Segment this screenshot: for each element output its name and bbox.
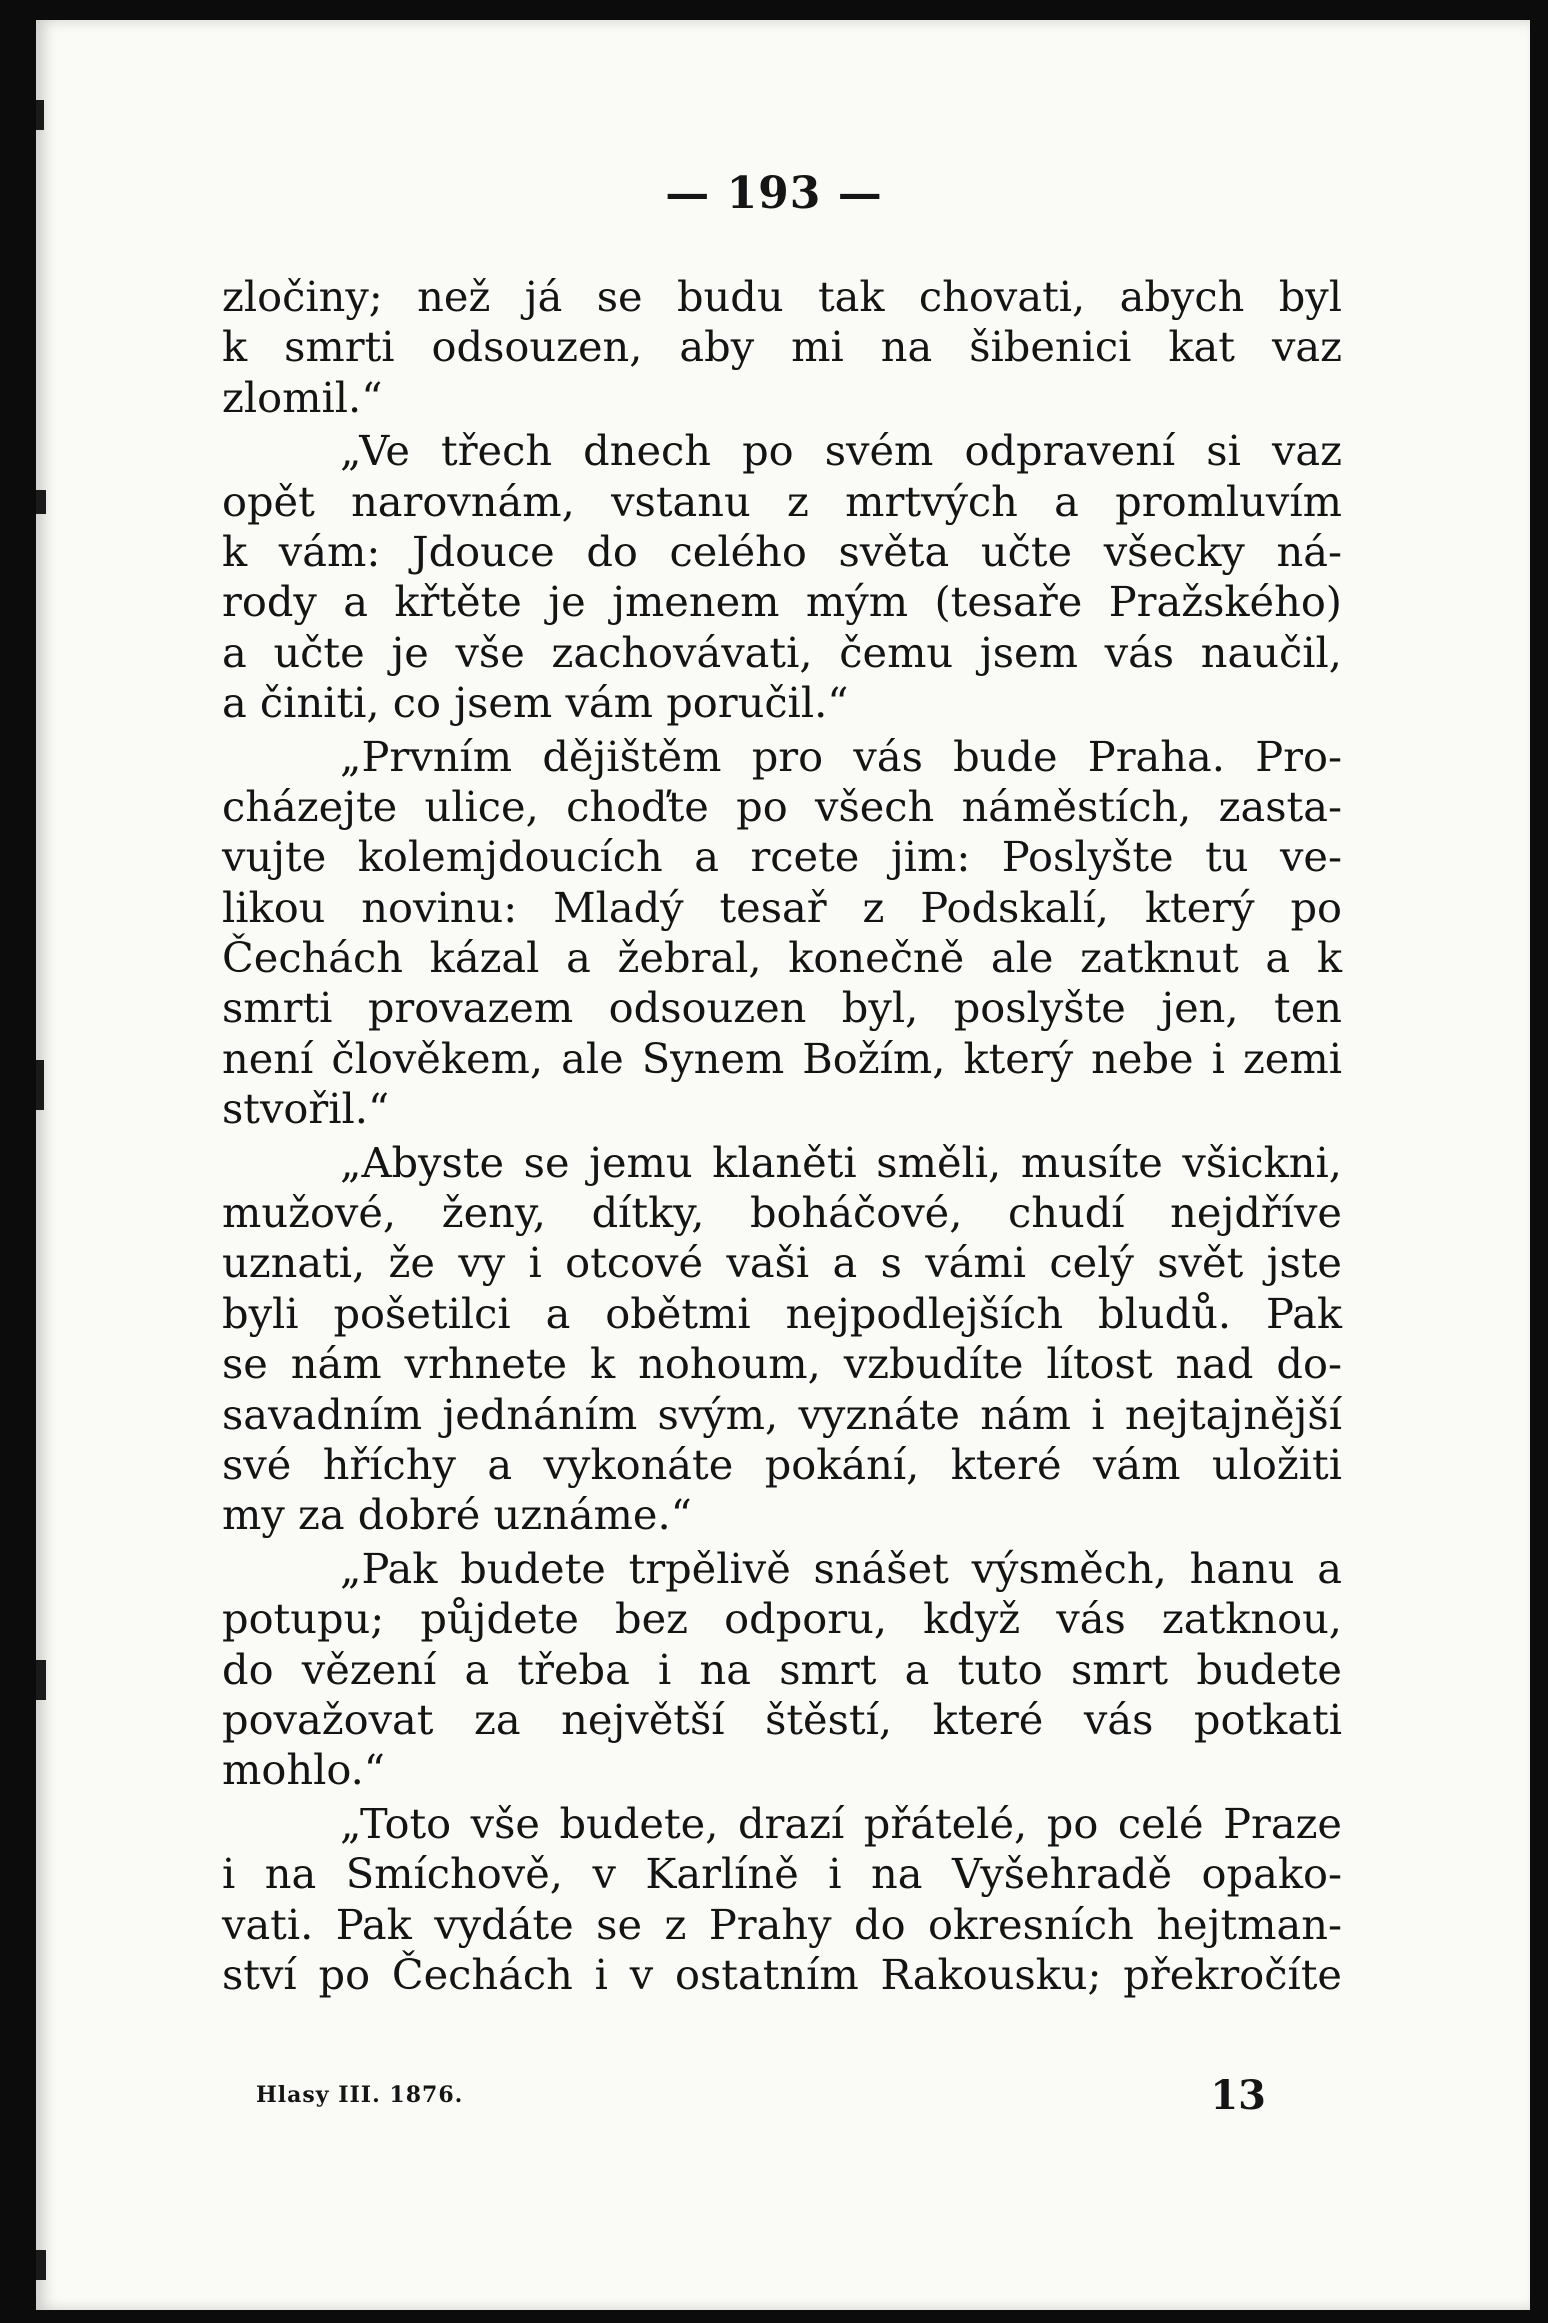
text-line: Čechách kázal a žebral, konečně ale zatknut a k [222, 933, 1342, 983]
text-line: smrti provazem odsouzen byl, poslyšte jen, ten [222, 983, 1342, 1033]
text-line: „Toto vše budete, drazí přátelé, po celé Praze [340, 1798, 1342, 1848]
text-line: není člověkem, ale Synem Božím, který nebe i zemi [222, 1033, 1342, 1083]
text-line: cházejte ulice, choďte po všech náměstích, zasta- [222, 781, 1342, 831]
text-line: vati. Pak vydáte se z Prahy do okresních hejtman- [222, 1899, 1342, 1949]
text-line: a činiti, co jsem vám poručil.“ [222, 678, 849, 728]
text-line: stvořil.“ [222, 1084, 390, 1134]
text-line: my za dobré uznáme.“ [222, 1490, 692, 1540]
text-line: ství po Čechách i v ostatním Rakousku; překročíte [222, 1949, 1342, 1999]
text-line: mohlo.“ [222, 1745, 386, 1795]
paragraph [222, 1138, 1342, 1541]
paragraph [222, 732, 1342, 1135]
text-line: se nám vrhnete k nohoum, vzbudíte lítost nad do- [222, 1339, 1342, 1389]
text-line: byli pošetilci a obětmi nejpodlejších bludů. Pak [222, 1288, 1342, 1338]
text-line: „Abyste se jemu klaněti směli, musíte všickni, [340, 1137, 1342, 1187]
text-line: a učte je vše zachovávati, čemu jsem vás naučil, [222, 627, 1342, 677]
text-line: „Prvním dějištěm pro vás bude Praha. Pro- [340, 731, 1342, 781]
text-line: do vězení a třeba i na smrt a tuto smrt budete [222, 1644, 1342, 1694]
text-line: k smrti odsouzen, aby mi na šibenici kat vaz [222, 322, 1342, 372]
text-line: potupu; půjdete bez odporu, když vás zatknou, [222, 1594, 1342, 1644]
printer-signature: Hlasy III. 1876. [256, 2082, 464, 2108]
text-line: uznati, že vy i otcové vaši a s vámi celý svět jste [222, 1238, 1342, 1288]
binding-mark [36, 1660, 46, 1700]
text-line: považovat za největší štěstí, které vás potkati [222, 1694, 1342, 1744]
text-line: likou novinu: Mladý tesař z Podskalí, který po [222, 882, 1342, 932]
text-line: zločiny; než já se budu tak chovati, abych byl [222, 272, 1342, 321]
sheet-number: 13 [1210, 2072, 1266, 2119]
text-line: savadním jednáním svým, vyznáte nám i nejtajnější [222, 1389, 1342, 1439]
text-line: zlomil.“ [222, 372, 383, 422]
text-line: i na Smíchově, v Karlíně i na Vyšehradě opako- [222, 1849, 1342, 1899]
binding-mark [36, 100, 44, 130]
body-text [222, 272, 1342, 2003]
paragraph [222, 1544, 1342, 1796]
binding-mark [36, 2250, 46, 2280]
text-line: vujte kolemjdoucích a rcete jim: Poslyšte tu ve- [222, 832, 1342, 882]
text-line: své hříchy a vykonáte pokání, které vám uložiti [222, 1439, 1342, 1489]
page-number-header: — 193 — [665, 168, 883, 219]
paragraph [222, 426, 1342, 728]
text-line: „Pak budete trpělivě snášet výsměch, hanu a [340, 1543, 1342, 1593]
paragraph [222, 272, 1342, 423]
text-line: k vám: Jdouce do celého světa učte všecky ná- [222, 526, 1342, 576]
text-line: opět narovnám, vstanu z mrtvých a promluvím [222, 476, 1342, 526]
paragraph [222, 1799, 1342, 2001]
binding-mark [36, 1060, 44, 1110]
text-line: „Ve třech dnech po svém odpravení si vaz [340, 426, 1342, 476]
binding-mark [36, 490, 46, 514]
text-line: rody a křtěte je jmenem mým (tesaře Pražského) [222, 577, 1342, 627]
text-line: mužové, ženy, dítky, boháčové, chudí nejdříve [222, 1188, 1342, 1238]
